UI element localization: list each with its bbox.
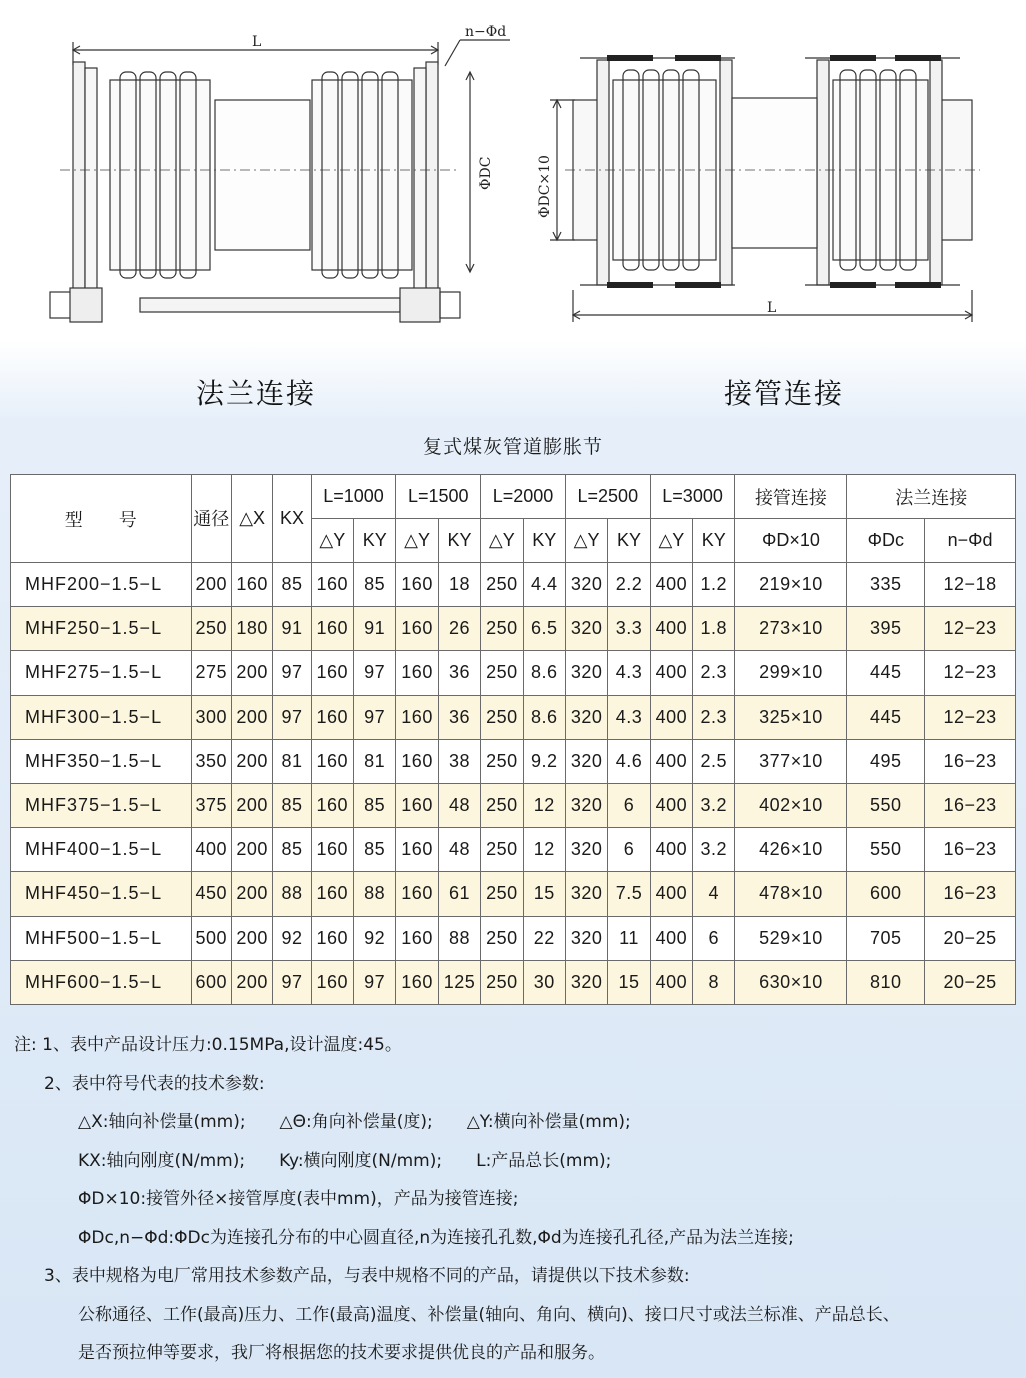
table-cell: 529×10 [735,916,847,960]
table-cell: 275 [191,651,231,695]
table-cell: 219×10 [735,563,847,607]
table-cell: 160 [311,607,353,651]
table-cell: 12−23 [925,695,1016,739]
table-cell: 85 [273,828,311,872]
table-cell: 402×10 [735,783,847,827]
table-cell: 478×10 [735,872,847,916]
table-cell: 1.2 [693,563,735,607]
table-cell: 160 [396,872,438,916]
table-cell: 2.2 [608,563,650,607]
header-dx: △X [231,475,272,563]
table-cell: 200 [231,872,272,916]
spec-table [10,474,1016,1005]
table-cell: 26 [438,607,480,651]
table-cell: 85 [273,563,311,607]
table-cell: 250 [481,607,523,651]
table-cell: 85 [354,783,396,827]
table-cell: 6 [608,828,650,872]
table-cell: 180 [231,607,272,651]
header-ky: KY [693,519,735,563]
model-cell: MHF600−1.5−L [11,960,192,1004]
table-cell: 160 [396,695,438,739]
note-2: 2、表中符号代表的技术参数: [44,1073,265,1094]
table-cell: 4.4 [523,563,565,607]
table-cell: 4 [693,872,735,916]
table-cell: 250 [481,563,523,607]
table-cell: 92 [273,916,311,960]
model-cell: MHF500−1.5−L [11,916,192,960]
table-cell: 705 [847,916,925,960]
table-cell: 200 [231,739,272,783]
table-cell: 6.5 [523,607,565,651]
model-cell: MHF450−1.5−L [11,872,192,916]
table-cell: 8 [693,960,735,1004]
table-cell: 200 [191,563,231,607]
table-cell: 400 [650,739,692,783]
table-cell: 48 [438,783,480,827]
table-cell: 12−23 [925,607,1016,651]
table-cell: 320 [565,916,607,960]
table-cell: 4.3 [608,695,650,739]
table-cell: 16−23 [925,783,1016,827]
table-cell: 6 [693,916,735,960]
table-cell: 3.2 [693,828,735,872]
table-cell: 400 [650,916,692,960]
table-cell: 7.5 [608,872,650,916]
table-cell: 250 [481,783,523,827]
table-cell: 320 [565,607,607,651]
model-cell: MHF275−1.5−L [11,651,192,695]
table-cell: 97 [354,960,396,1004]
table-title: 复式煤灰管道膨胀节 [422,436,603,458]
table-cell: 325×10 [735,695,847,739]
table-cell: 160 [396,828,438,872]
table-cell: 22 [523,916,565,960]
flange-connection-drawing [40,20,530,330]
table-cell: 91 [354,607,396,651]
table-cell: 500 [191,916,231,960]
table-cell: 2.3 [693,651,735,695]
table-cell: 15 [523,872,565,916]
table-cell: 3.2 [693,783,735,827]
table-cell: 36 [438,651,480,695]
table-cell: 8.6 [523,695,565,739]
table-cell: 320 [565,960,607,1004]
table-cell: 97 [273,960,311,1004]
table-cell: 88 [438,916,480,960]
length-label: L [767,300,777,316]
table-row [11,739,1016,783]
note-2-symbols-c: ΦD×10:接管外径×接管厚度(表中mm)，产品为接管连接; [78,1189,519,1209]
table-cell: 30 [523,960,565,1004]
model-cell: MHF375−1.5−L [11,783,192,827]
table-cell: 20−25 [925,916,1016,960]
table-cell: 97 [273,695,311,739]
table-cell: 36 [438,695,480,739]
note-1: 注: 1、表中产品设计压力:0.15MPa,设计温度:45。 [14,1035,402,1055]
hole-label: n−Φd [465,24,507,40]
table-cell: 88 [273,872,311,916]
model-cell: MHF300−1.5−L [11,695,192,739]
note-2-symbols-d: ΦDc,n−Φd:ΦDc为连接孔分布的中心圆直径,n为连接孔孔数,Φd为连接孔孔径,产品为法兰连接; [78,1227,794,1248]
table-cell: 1.8 [693,607,735,651]
table-cell: 160 [311,960,353,1004]
header-dy: △Y [481,519,523,563]
note-3-params-b: 是否预拉伸等要求，我厂将根据您的技术要求提供优良的产品和服务。 [78,1343,605,1363]
note-2-symbols-a: △X:轴向补偿量(mm); △Θ:角向补偿量(度); △Y:横向补偿量(mm); [78,1112,631,1132]
model-cell: MHF200−1.5−L [11,563,192,607]
table-cell: 160 [396,607,438,651]
table-cell: 400 [650,563,692,607]
table-cell: 630×10 [735,960,847,1004]
table-cell: 200 [231,783,272,827]
header-group-1500: L=1500 [396,475,481,519]
table-row [11,916,1016,960]
table-cell: 250 [191,607,231,651]
table-cell: 250 [481,872,523,916]
table-cell: 15 [608,960,650,1004]
table-cell: 91 [273,607,311,651]
table-cell: 250 [481,828,523,872]
table-cell: 160 [311,916,353,960]
table-cell: 160 [311,872,353,916]
table-cell: 3.3 [608,607,650,651]
table-cell: 426×10 [735,828,847,872]
header-flange-dc: ΦDc [847,519,925,563]
header-pipe-sub: ΦD×10 [735,519,847,563]
table-cell: 160 [396,916,438,960]
table-cell: 320 [565,828,607,872]
table-cell: 377×10 [735,739,847,783]
table-cell: 400 [191,828,231,872]
table-cell: 400 [650,872,692,916]
note-3-params-a: 公称通径、工作(最高)压力、工作(最高)温度、补偿量(轴向、角向、横向)、接口尺寸或法兰标准、产品总长、 [78,1304,900,1325]
table-cell: 20−25 [925,960,1016,1004]
caption-pipe: 接管连接 [724,377,845,410]
table-cell: 250 [481,916,523,960]
table-cell: 18 [438,563,480,607]
table-cell: 250 [481,960,523,1004]
table-cell: 400 [650,960,692,1004]
table-cell: 85 [354,828,396,872]
header-ky: KY [438,519,480,563]
table-cell: 97 [273,651,311,695]
table-cell: 320 [565,783,607,827]
table-cell: 400 [650,651,692,695]
table-cell: 400 [650,695,692,739]
table-cell: 12−18 [925,563,1016,607]
table-row [11,783,1016,827]
table-cell: 38 [438,739,480,783]
header-ky: KY [523,519,565,563]
table-cell: 160 [311,828,353,872]
table-cell: 4.6 [608,739,650,783]
header-group-2500: L=2500 [565,475,650,519]
table-cell: 85 [354,563,396,607]
table-cell: 320 [565,651,607,695]
table-cell: 160 [311,563,353,607]
table-cell: 12 [523,828,565,872]
header-group-2000: L=2000 [481,475,566,519]
table-cell: 11 [608,916,650,960]
table-row [11,695,1016,739]
table-cell: 200 [231,651,272,695]
table-cell: 16−23 [925,828,1016,872]
table-cell: 273×10 [735,607,847,651]
table-cell: 200 [231,916,272,960]
header-group-1000: L=1000 [311,475,396,519]
header-dy: △Y [396,519,438,563]
table-cell: 2.5 [693,739,735,783]
table-cell: 88 [354,872,396,916]
table-cell: 320 [565,739,607,783]
table-cell: 97 [354,651,396,695]
table-cell: 160 [311,651,353,695]
diameter-label: ΦDC [478,156,494,190]
table-cell: 160 [396,960,438,1004]
length-label: L [252,34,262,50]
table-cell: 160 [396,783,438,827]
table-cell: 375 [191,783,231,827]
header-model: 型 号 [11,475,192,563]
table-cell: 810 [847,960,925,1004]
table-row [11,960,1016,1004]
table-row [11,828,1016,872]
table-cell: 350 [191,739,231,783]
header-flange-conn: 法兰连接 [847,475,1016,519]
table-cell: 125 [438,960,480,1004]
model-cell: MHF350−1.5−L [11,739,192,783]
table-cell: 550 [847,828,925,872]
table-cell: 12−23 [925,651,1016,695]
pipe-connection-drawing [535,40,995,330]
diameter-label: ΦDC×10 [537,155,553,218]
header-kx: KX [273,475,311,563]
table-cell: 85 [273,783,311,827]
table-cell: 200 [231,695,272,739]
header-dy: △Y [311,519,353,563]
table-cell: 8.6 [523,651,565,695]
table-cell: 320 [565,695,607,739]
table-cell: 200 [231,960,272,1004]
note-3: 3、表中规格为电厂常用技术参数产品，与表中规格不同的产品，请提供以下技术参数: [44,1266,690,1286]
model-cell: MHF250−1.5−L [11,607,192,651]
table-cell: 200 [231,828,272,872]
table-cell: 16−23 [925,872,1016,916]
caption-flange: 法兰连接 [196,377,317,410]
table-cell: 16−23 [925,739,1016,783]
table-cell: 12 [523,783,565,827]
table-cell: 160 [231,563,272,607]
table-row [11,563,1016,607]
table-cell: 400 [650,783,692,827]
table-cell: 400 [650,607,692,651]
table-cell: 160 [311,783,353,827]
table-cell: 445 [847,651,925,695]
spec-table-body [11,563,1016,1005]
table-cell: 320 [565,563,607,607]
table-cell: 61 [438,872,480,916]
header-pipe-conn: 接管连接 [735,475,847,519]
header-row-1 [11,475,1016,519]
table-cell: 250 [481,651,523,695]
table-cell: 395 [847,607,925,651]
header-ky: KY [608,519,650,563]
table-cell: 2.3 [693,695,735,739]
table-cell: 450 [191,872,231,916]
table-cell: 550 [847,783,925,827]
table-cell: 81 [354,739,396,783]
table-row [11,872,1016,916]
table-cell: 250 [481,739,523,783]
table-cell: 445 [847,695,925,739]
table-cell: 160 [396,739,438,783]
table-row [11,607,1016,651]
table-cell: 9.2 [523,739,565,783]
header-group-3000: L=3000 [650,475,735,519]
table-cell: 250 [481,695,523,739]
table-cell: 48 [438,828,480,872]
table-cell: 400 [650,828,692,872]
table-cell: 160 [311,739,353,783]
table-cell: 160 [311,695,353,739]
table-cell: 600 [847,872,925,916]
table-cell: 92 [354,916,396,960]
technical-drawings [0,0,1026,340]
header-bore: 通径 [191,475,231,563]
table-cell: 160 [396,651,438,695]
table-cell: 299×10 [735,651,847,695]
table-cell: 300 [191,695,231,739]
table-cell: 81 [273,739,311,783]
table-cell: 6 [608,783,650,827]
table-cell: 160 [396,563,438,607]
table-cell: 320 [565,872,607,916]
model-cell: MHF400−1.5−L [11,828,192,872]
header-flange-nd: n−Φd [925,519,1016,563]
table-cell: 4.3 [608,651,650,695]
notes [14,1026,1019,1373]
header-ky: KY [354,519,396,563]
table-cell: 97 [354,695,396,739]
table-row [11,651,1016,695]
note-2-symbols-b: KX:轴向刚度(N/mm); Ky:横向刚度(N/mm); L:产品总长(mm); [78,1150,612,1171]
header-dy: △Y [565,519,607,563]
header-dy: △Y [650,519,692,563]
table-cell: 600 [191,960,231,1004]
table-cell: 495 [847,739,925,783]
table-cell: 335 [847,563,925,607]
